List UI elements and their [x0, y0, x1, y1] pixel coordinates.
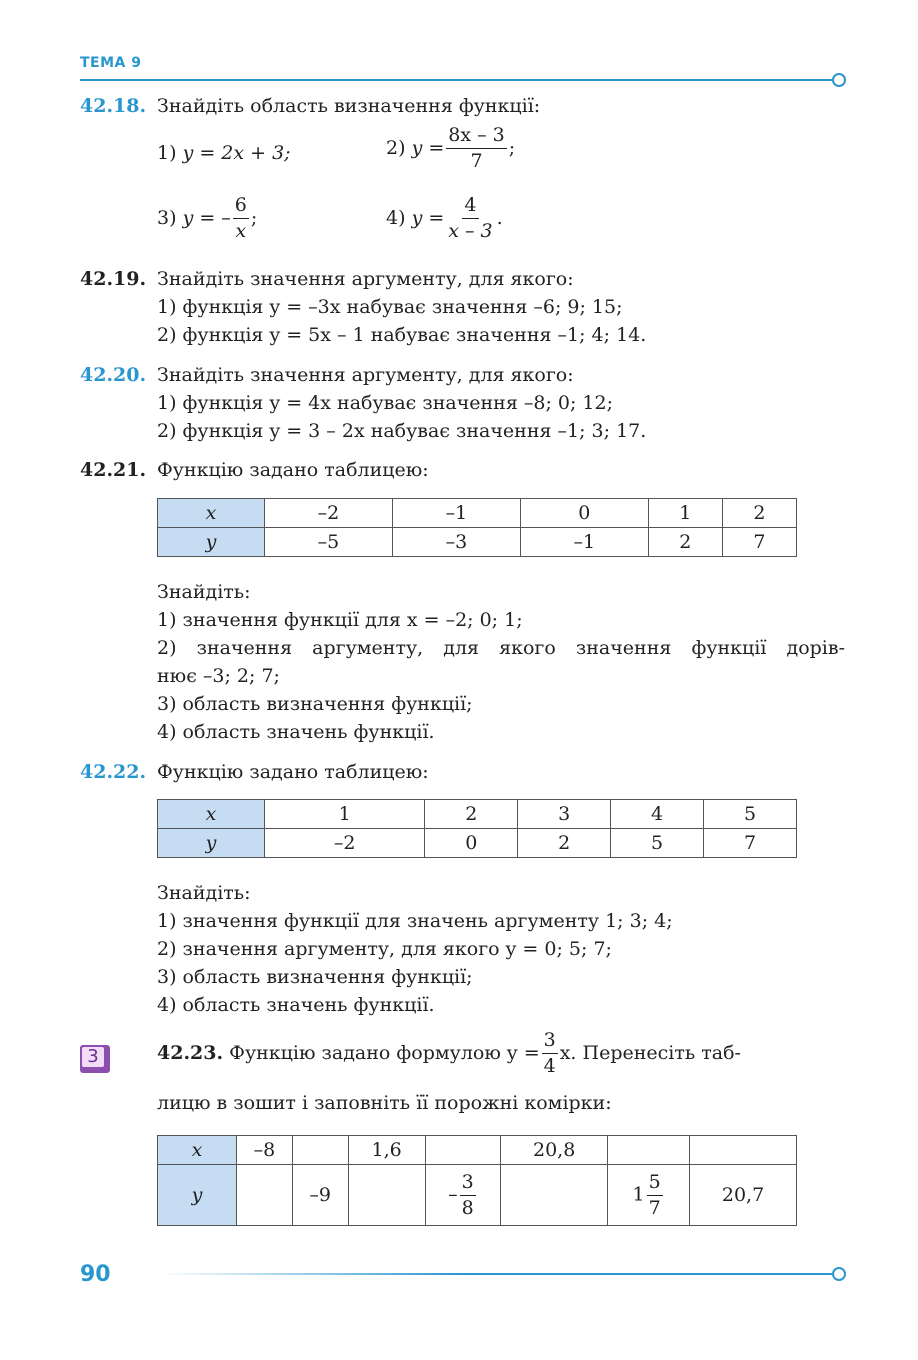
- item-42-18-4: 4) y = $\frac{4}{x - 3}$ .: [386, 194, 503, 242]
- difficulty-level-badge: 3: [80, 1045, 110, 1073]
- item-42-20-2: 2) функція y = 3 – 2x набуває значення –1; 3; 17.: [157, 420, 647, 442]
- table-cell: [501, 1165, 608, 1226]
- item-42-22-2: 2) значення аргументу, для якого y = 0; 5; 7;: [157, 938, 612, 960]
- exercise-number-42-23: 42.23.: [157, 1042, 224, 1065]
- table-row: [158, 1165, 797, 1226]
- item-42-21-3: 3) область визначення функції;: [157, 693, 473, 715]
- table-header-x: x: [158, 1136, 237, 1165]
- table-cell: 1,6: [348, 1136, 425, 1165]
- item-42-18-1: 1) y = 2x + 3;: [157, 142, 291, 164]
- table-cell: 7: [704, 829, 797, 858]
- topic-label: ТЕМА 9: [80, 55, 142, 71]
- table-cell: –1: [520, 528, 648, 557]
- function-table-42-22: [157, 799, 797, 858]
- table-cell: 2: [425, 800, 518, 829]
- item-42-19-1: 1) функція y = –3x набуває значення –6; 9; 15;: [157, 296, 623, 318]
- item-42-22-3: 3) область визначення функції;: [157, 966, 473, 988]
- exercise-number-42-19: 42.19.: [80, 268, 147, 290]
- table-cell: –2: [265, 829, 425, 858]
- page-number: 90: [80, 1262, 111, 1287]
- item-42-21-2a: 2) значення аргументу, для якого значення функції дорів-: [157, 637, 845, 659]
- header-rule: [80, 79, 832, 81]
- table-cell: 20,8: [501, 1136, 608, 1165]
- item-42-22-1: 1) значення функції для значень аргументу 1; 3; 4;: [157, 910, 673, 932]
- item-42-21-2b: нює –3; 2; 7;: [157, 665, 280, 687]
- item-42-18-2: 2) y = $\frac{8x - 3}{7}$ ;: [386, 124, 516, 172]
- table-cell: 4: [611, 800, 704, 829]
- fraction: $\frac{3}{4}$: [543, 1029, 556, 1077]
- exercise-text-42-22: Функцію задано таблицею:: [157, 761, 429, 783]
- table-cell: –1: [392, 499, 520, 528]
- table-cell: [292, 1136, 348, 1165]
- table-row: [158, 528, 797, 557]
- table-row: [158, 829, 797, 858]
- table-cell: [608, 1136, 690, 1165]
- fraction: $\frac{5}{7}$: [648, 1170, 661, 1219]
- table-cell: –8: [237, 1136, 293, 1165]
- table-cell: 7: [722, 528, 796, 557]
- table-header-x: x: [158, 499, 265, 528]
- table-cell: 3: [518, 800, 611, 829]
- table-cell: [237, 1165, 293, 1226]
- fraction: $\frac{8x - 3}{7}$: [448, 124, 505, 172]
- table-cell: – $\frac{3}{8}$: [425, 1165, 501, 1226]
- exercise-text-42-18: Знайдіть область визначення функції:: [157, 95, 541, 117]
- footer-rule: [160, 1273, 832, 1275]
- table-cell: 5: [704, 800, 797, 829]
- exercise-number-42-18: 42.18.: [80, 95, 147, 117]
- fraction: $\frac{4}{x - 3}$: [448, 194, 493, 242]
- exercise-text-42-23-cont: лицю в зошит і заповніть її порожні комірки:: [157, 1092, 612, 1114]
- item-42-18-3: 3) y = – $\frac{6}{x}$ ;: [157, 194, 258, 242]
- fraction: $\frac{3}{8}$: [461, 1170, 474, 1219]
- table-header-y: y: [158, 829, 265, 858]
- exercise-text-42-19: Знайдіть значення аргументу, для якого:: [157, 268, 574, 290]
- table-cell: 1: [265, 800, 425, 829]
- table-cell: 0: [425, 829, 518, 858]
- table-header-x: x: [158, 800, 265, 829]
- exercise-text-42-20: Знайдіть значення аргументу, для якого:: [157, 364, 574, 386]
- footer-rule-end-circle: [832, 1267, 846, 1281]
- table-cell: 2: [648, 528, 722, 557]
- table-cell: –9: [292, 1165, 348, 1226]
- table-header-y: y: [158, 1165, 237, 1226]
- table-cell: 1: [648, 499, 722, 528]
- table-cell: 0: [520, 499, 648, 528]
- item-42-21-1: 1) значення функції для x = –2; 0; 1;: [157, 609, 523, 631]
- table-cell: [348, 1165, 425, 1226]
- item-42-22-4: 4) область значень функції.: [157, 994, 435, 1016]
- header-rule-end-circle: [832, 73, 846, 87]
- exercise-number-42-21: 42.21.: [80, 459, 147, 481]
- exercise-number-42-20: 42.20.: [80, 364, 147, 386]
- item-42-19-2: 2) функція y = 5x – 1 набуває значення –1; 4; 14.: [157, 324, 647, 346]
- exercise-line-42-23: 42.23. Функцію задано формулою y = $\frac{3}{4}$ x. Перенесіть таб-: [157, 1029, 741, 1077]
- find-label-42-22: Знайдіть:: [157, 882, 251, 904]
- table-cell: –3: [392, 528, 520, 557]
- table-cell: [425, 1136, 501, 1165]
- table-cell: 2: [518, 829, 611, 858]
- table-cell: –2: [265, 499, 393, 528]
- table-cell: 20,7: [690, 1165, 797, 1226]
- table-row: [158, 1136, 797, 1165]
- function-table-42-21: [157, 498, 797, 557]
- table-cell: [690, 1136, 797, 1165]
- item-42-21-4: 4) область значень функції.: [157, 721, 435, 743]
- find-label-42-21: Знайдіть:: [157, 581, 251, 603]
- table-cell: 1 $\frac{5}{7}$: [608, 1165, 690, 1226]
- table-cell: –5: [265, 528, 393, 557]
- function-table-42-23: [157, 1135, 797, 1226]
- table-row: [158, 800, 797, 829]
- table-cell: 2: [722, 499, 796, 528]
- exercise-number-42-22: 42.22.: [80, 761, 147, 783]
- table-header-y: y: [158, 528, 265, 557]
- fraction: $\frac{6}{x}$: [234, 194, 247, 242]
- exercise-text-42-21: Функцію задано таблицею:: [157, 459, 429, 481]
- table-cell: 5: [611, 829, 704, 858]
- table-row: [158, 499, 797, 528]
- item-42-20-1: 1) функція y = 4x набуває значення –8; 0; 12;: [157, 392, 613, 414]
